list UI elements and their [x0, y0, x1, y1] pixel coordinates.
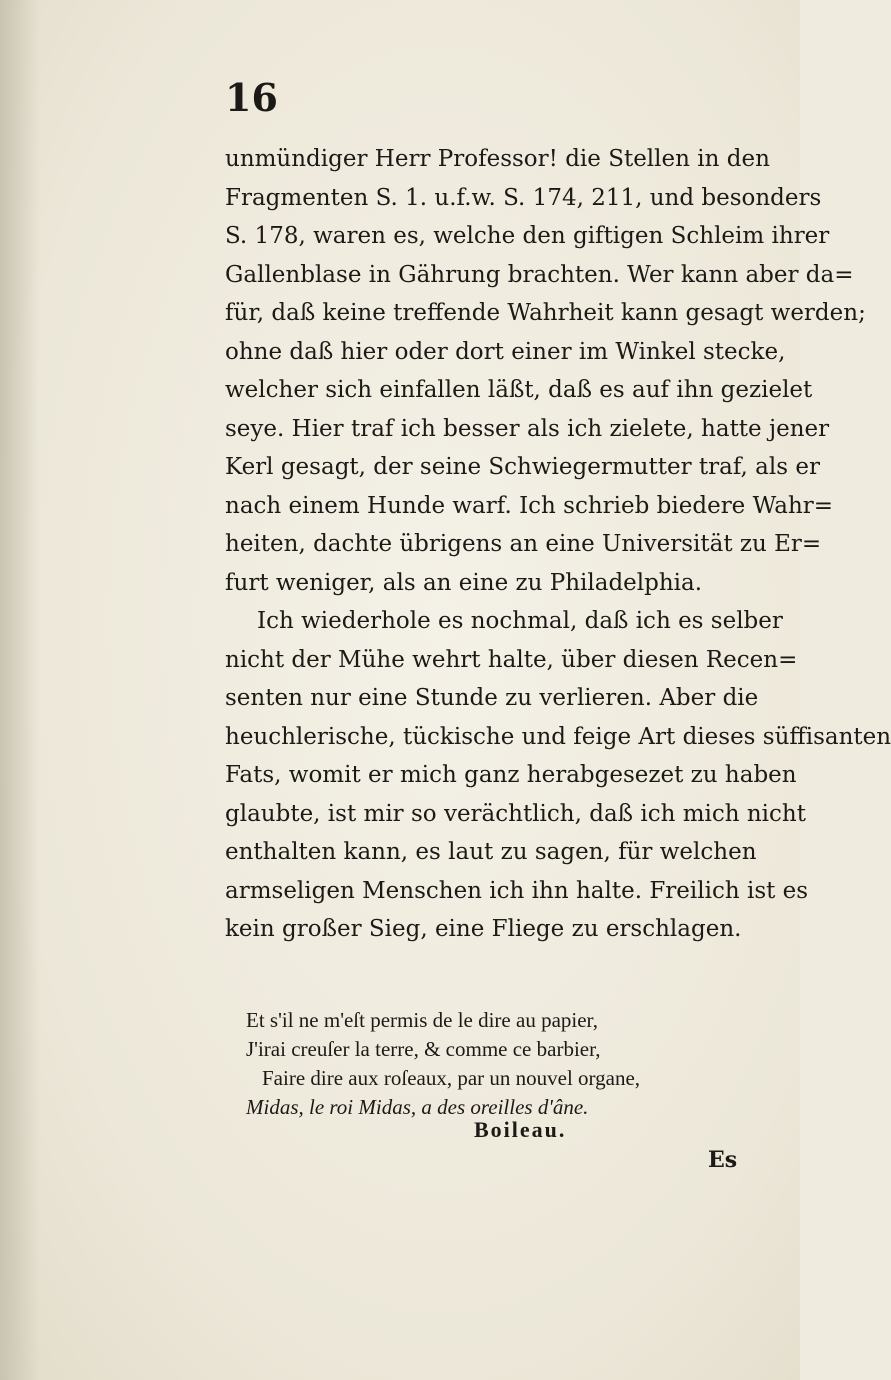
- catchword: Es: [708, 1147, 738, 1173]
- text-line: armseligen Menschen ich ihn halte. Freilich ist es: [225, 877, 809, 904]
- french-quotation: [246, 1006, 746, 1122]
- text-line: Ich wiederhole es nochmal, daß ich es selber: [257, 608, 783, 634]
- text-line: glaubte, ist mir so verächtlich, daß ich mich nicht: [225, 800, 806, 827]
- text-line: enthalten kann, es laut zu sagen, für welchen: [225, 839, 757, 865]
- text-line: nach einem Hunde warf. Ich schrieb biedere Wahr=: [225, 492, 834, 519]
- quote-line: J'irai creuſer la terre, & comme ce barbier,: [246, 1037, 601, 1061]
- page-gutter-shadow: [0, 0, 40, 1380]
- quote-line-rest: le roi Midas, a des oreilles d'âne.: [303, 1095, 589, 1119]
- text-line: senten nur eine Stunde zu verlieren. Aber die: [225, 685, 759, 711]
- text-line: Fragmenten S. 1. u.f.w. S. 174, 211, und besonders: [225, 184, 822, 211]
- text-line: S. 178, waren es, welche den giftigen Schleim ihrer: [225, 223, 830, 249]
- text-line: Gallenblase in Gährung brachten. Wer kann aber da=: [225, 261, 854, 288]
- text-line: kein großer Sieg, eine Fliege zu erschlagen.: [225, 916, 742, 942]
- text-line: Kerl gesagt, der seine Schwiegermutter traf, als er: [225, 454, 820, 480]
- text-line: ohne daß hier oder dort einer im Winkel stecke,: [225, 338, 786, 365]
- text-line: nicht der Mühe wehrt halte, über diesen Recen=: [225, 646, 798, 673]
- text-line: für, daß keine treffende Wahrheit kann gesagt werden;: [225, 300, 866, 326]
- quote-author: Boileau.: [474, 1117, 567, 1142]
- quote-name-midas: Midas,: [246, 1095, 304, 1119]
- text-line: unmündiger Herr Professor! die Stellen in den: [225, 146, 770, 172]
- quote-line: Et s'il ne m'eſt permis de le dire au papier,: [246, 1008, 598, 1032]
- quote-line: Faire dire aux roſeaux, par un nouvel organe,: [262, 1066, 641, 1090]
- main-text: [225, 140, 891, 949]
- text-line: welcher sich einfallen läßt, daß es auf ihn gezielet: [225, 377, 813, 403]
- text-line: heuchlerische, tückische und feige Art dieses süffisanten: [225, 723, 891, 750]
- text-line: seye. Hier traf ich besser als ich zielete, hatte jener: [225, 415, 830, 442]
- text-line: heiten, dachte übrigens an eine Universität zu Er=: [225, 531, 822, 557]
- text-line: Fats, womit er mich ganz herabgesezet zu haben: [225, 762, 797, 788]
- page-number: 16: [225, 75, 278, 120]
- text-line: furt weniger, als an eine zu Philadelphia.: [225, 569, 703, 596]
